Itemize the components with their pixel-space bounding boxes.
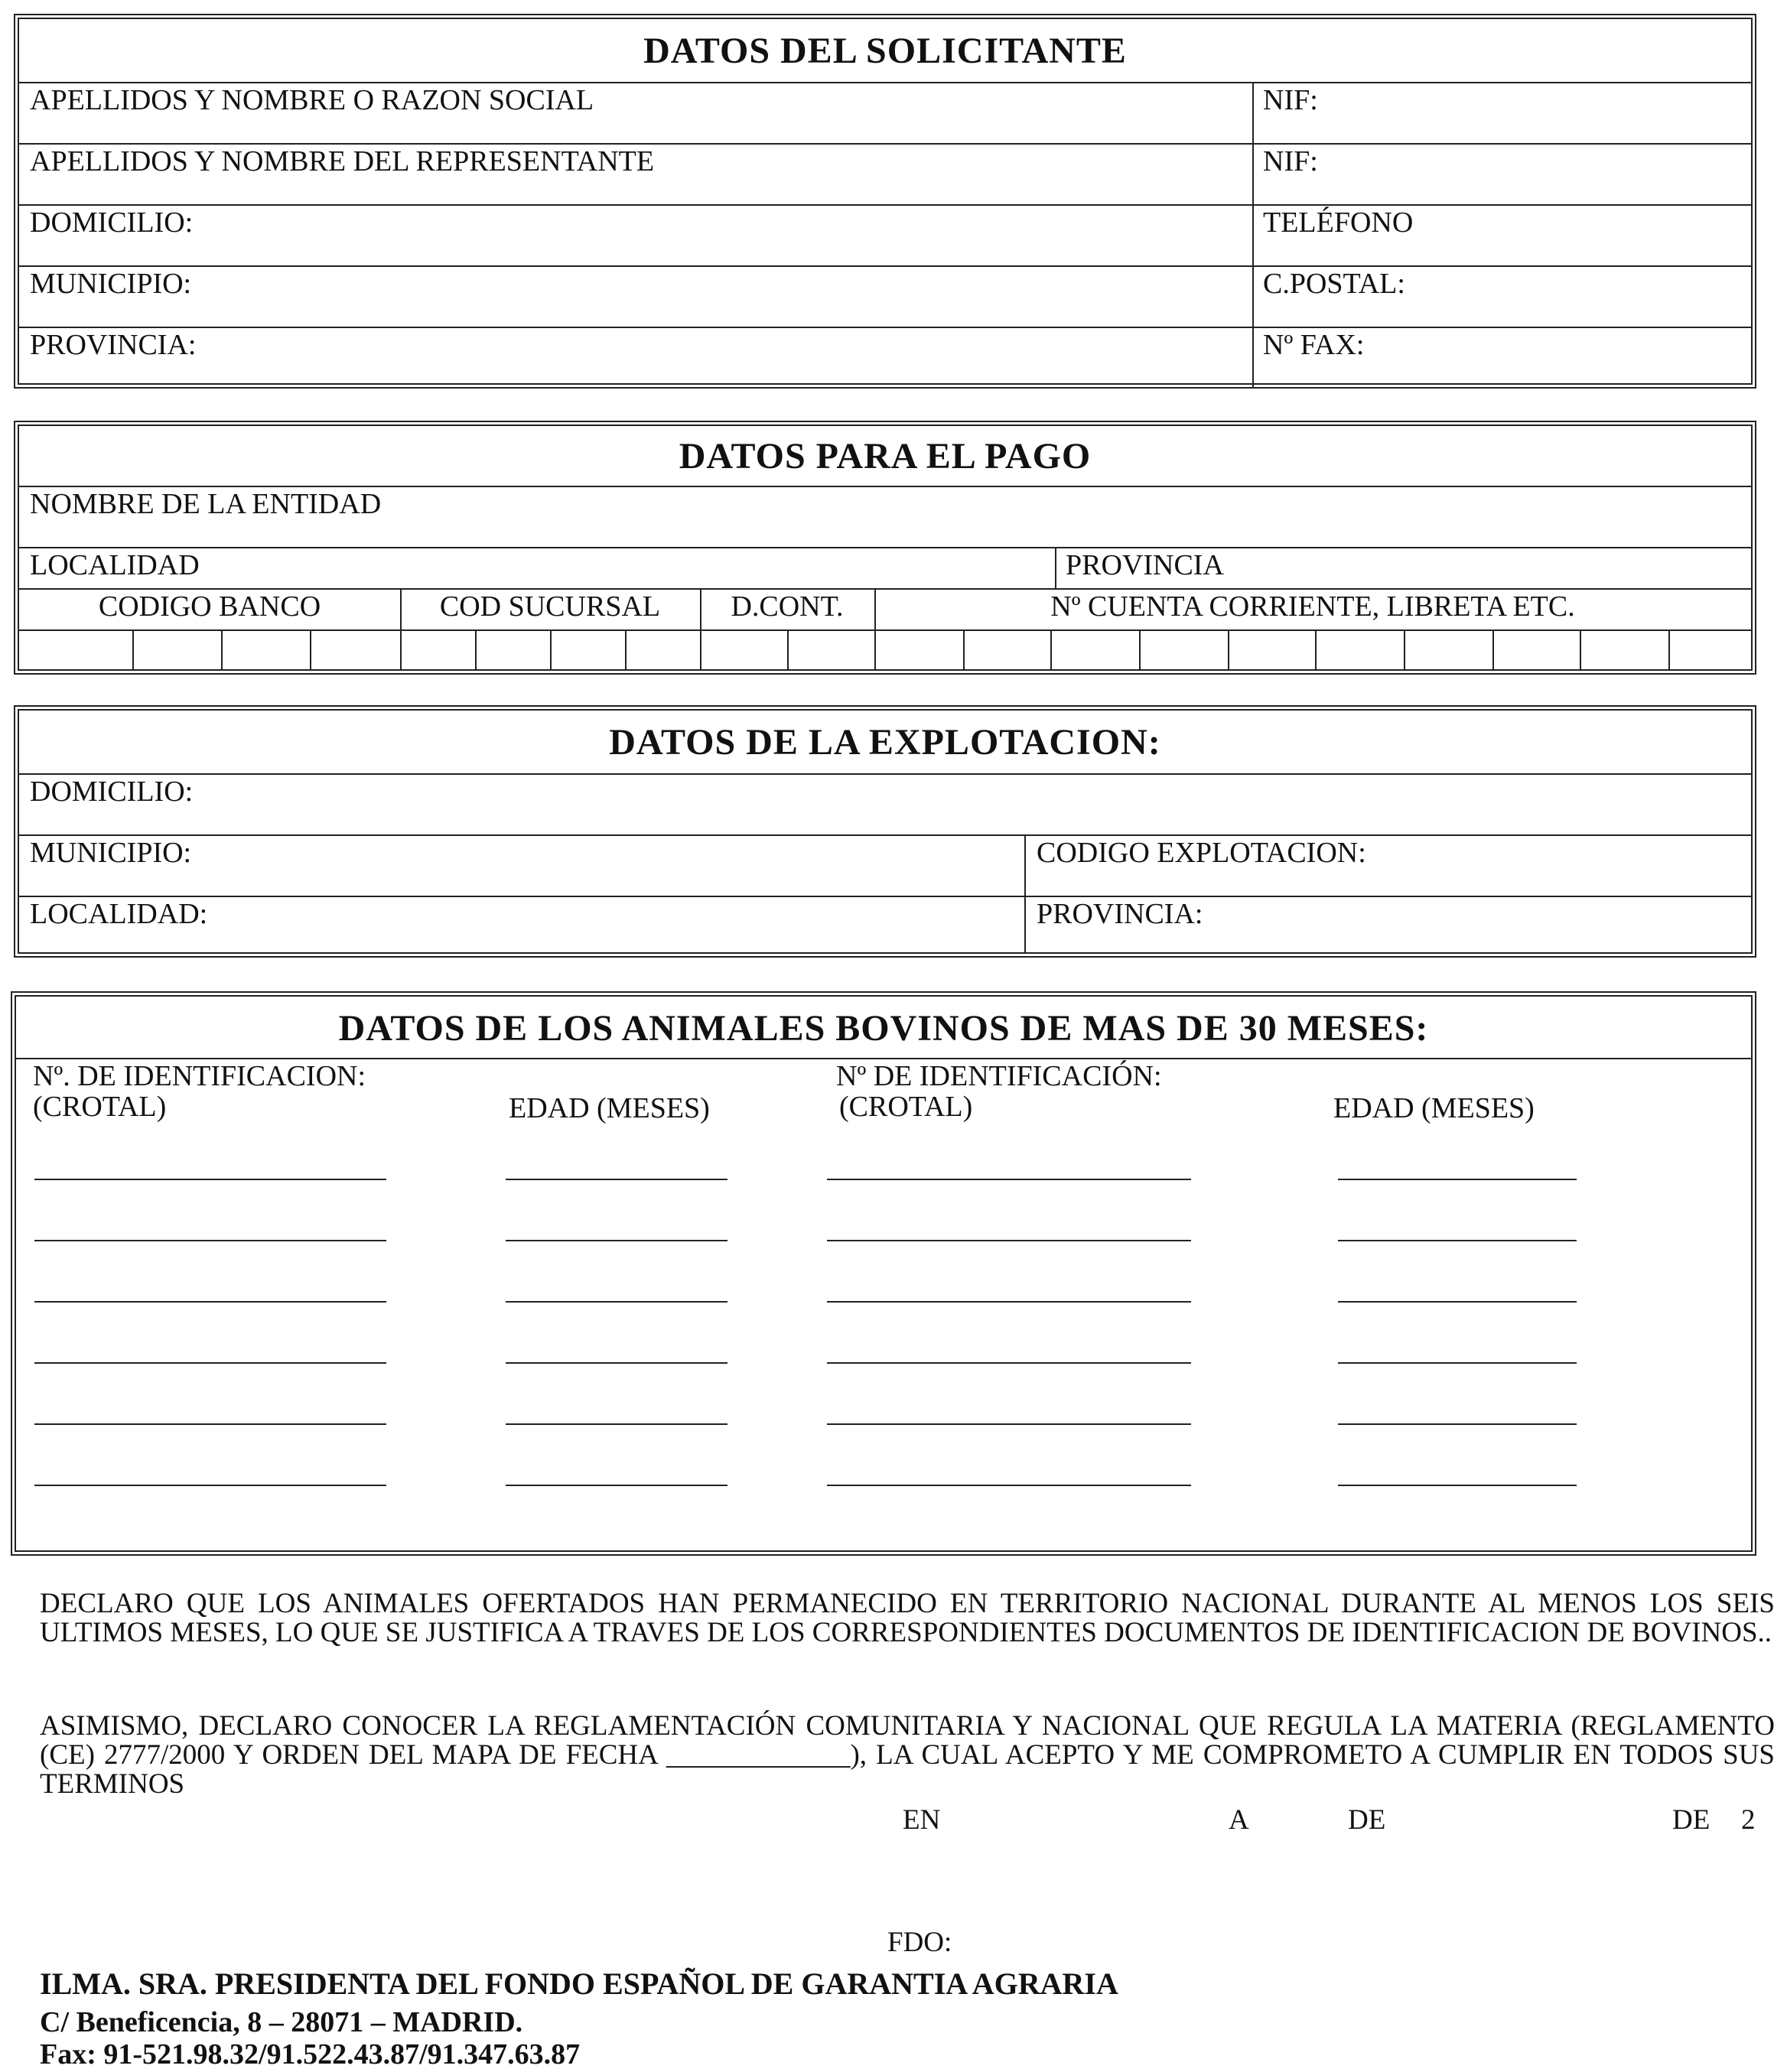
- cuenta-label: Nº CUENTA CORRIENTE, LIBRETA ETC.: [1050, 590, 1575, 623]
- fecha-blank[interactable]: _____________: [666, 1739, 851, 1771]
- anio-value: 2: [1741, 1804, 1756, 1836]
- digit-box[interactable]: [310, 629, 311, 669]
- digit-box[interactable]: [1050, 629, 1052, 669]
- solicitante-title: DATOS DEL SOLICITANTE: [643, 31, 1127, 71]
- representante-field[interactable]: APELLIDOS Y NOMBRE DEL REPRESENTANTE: [30, 145, 655, 177]
- digit-box[interactable]: [1668, 629, 1670, 669]
- digit-box[interactable]: [963, 629, 965, 669]
- divider: [19, 834, 1751, 836]
- digit-box[interactable]: [1139, 629, 1141, 669]
- declaracion-text: ASIMISMO, DECLARO CONOCER LA REGLAMENTACIÓN COMUNITARIA Y NACIONAL QUE REGULA LA MATERIA (REGLAMENTO (CE) 2777/2000 Y ORDEN DEL MAPA DE FECHA: [40, 1710, 1775, 1771]
- d-cont-label: D.CONT.: [731, 590, 844, 623]
- animales-title: DATOS DE LOS ANIMALES BOVINOS DE MAS DE 30 MESES:: [338, 1008, 1429, 1049]
- divider: [19, 327, 1751, 328]
- digit-box[interactable]: [475, 629, 477, 669]
- crotal-blank[interactable]: [827, 1301, 1191, 1303]
- crotal-blank[interactable]: [827, 1362, 1191, 1364]
- column-divider: [1252, 82, 1254, 388]
- crotal-blank[interactable]: [34, 1362, 386, 1364]
- edad-blank[interactable]: [1338, 1301, 1577, 1303]
- declaracion-paragraph-2: [40, 1712, 1775, 1799]
- domicilio-field[interactable]: DOMICILIO:: [30, 207, 194, 239]
- codigo-banco-label: CODIGO BANCO: [98, 590, 321, 623]
- edad-blank[interactable]: [506, 1301, 727, 1303]
- domicilio-field[interactable]: DOMICILIO:: [30, 776, 194, 808]
- animales-section: [11, 991, 1756, 1556]
- divider: [19, 773, 1751, 775]
- identificacion-header-2: Nº DE IDENTIFICACIÓN:: [836, 1060, 1162, 1092]
- digit-box[interactable]: [550, 629, 552, 669]
- divider: [19, 204, 1751, 206]
- declaracion-text: ), LA CUAL ACEPTO Y ME COMPROMETO A CUMPLIR EN TODOS SUS TERMINOS: [40, 1739, 1775, 1800]
- digit-box[interactable]: [1404, 629, 1405, 669]
- edad-blank[interactable]: [506, 1485, 727, 1486]
- codigo-explotacion-field[interactable]: CODIGO EXPLOTACION:: [1037, 837, 1366, 869]
- provincia-field[interactable]: PROVINCIA:: [30, 329, 197, 361]
- crotal-blank[interactable]: [34, 1301, 386, 1303]
- localidad-field[interactable]: LOCALIDAD: [30, 549, 200, 581]
- provincia-field[interactable]: PROVINCIA:: [1037, 898, 1203, 930]
- crotal-blank[interactable]: [827, 1485, 1191, 1486]
- fax-field[interactable]: Nº FAX:: [1263, 329, 1365, 361]
- crotal-blank[interactable]: [827, 1240, 1191, 1241]
- fax-numbers: Fax: 91-521.98.32/91.522.43.87/91.347.63.87: [40, 2038, 581, 2070]
- digit-box[interactable]: [132, 629, 134, 669]
- digit-box[interactable]: [1492, 629, 1494, 669]
- anio-label: DE: [1672, 1804, 1711, 1836]
- edad-blank[interactable]: [1338, 1362, 1577, 1364]
- crotal-blank[interactable]: [34, 1423, 386, 1425]
- firma-label: FDO:: [887, 1927, 952, 1958]
- provincia-field[interactable]: PROVINCIA: [1066, 549, 1224, 581]
- crotal-header-1: (CROTAL): [33, 1091, 167, 1123]
- explotacion-section: [14, 705, 1756, 958]
- telefono-field[interactable]: TELÉFONO: [1263, 207, 1414, 239]
- explotacion-title: DATOS DE LA EXPLOTACION:: [609, 722, 1161, 763]
- pago-section: [14, 421, 1756, 675]
- entidad-field[interactable]: NOMBRE DE LA ENTIDAD: [30, 488, 382, 520]
- digit-box[interactable]: [1580, 629, 1581, 669]
- digit-box[interactable]: [1315, 629, 1317, 669]
- digit-box[interactable]: [625, 629, 627, 669]
- divider: [19, 896, 1751, 897]
- column-divider: [1055, 547, 1056, 588]
- nif-field[interactable]: NIF:: [1263, 84, 1318, 116]
- edad-blank[interactable]: [1338, 1485, 1577, 1486]
- crotal-blank[interactable]: [34, 1485, 386, 1486]
- digit-box[interactable]: [221, 629, 223, 669]
- column-divider: [1024, 834, 1026, 952]
- cod-sucursal-label: COD SUCURSAL: [439, 590, 661, 623]
- nif-representante-field[interactable]: NIF:: [1263, 145, 1318, 177]
- edad-blank[interactable]: [506, 1423, 727, 1425]
- solicitante-section: [14, 14, 1756, 389]
- declaracion-paragraph-1: DECLARO QUE LOS ANIMALES OFERTADOS HAN PERMANECIDO EN TERRITORIO NACIONAL DURANTE AL MENOS LOS SEIS ULTIMOS MESES, LO QUE SE JUSTIFICA A TRAVES DE LOS CORRESPONDIENTES DOCUMENTOS DE IDENTIFICACION DE BOVINOS..: [40, 1588, 1775, 1648]
- crotal-header-2: (CROTAL): [839, 1091, 973, 1123]
- municipio-field[interactable]: MUNICIPIO:: [30, 268, 192, 300]
- crotal-blank[interactable]: [827, 1423, 1191, 1425]
- edad-blank[interactable]: [1338, 1179, 1577, 1180]
- edad-blank[interactable]: [506, 1240, 727, 1241]
- divider: [19, 547, 1751, 548]
- edad-blank[interactable]: [506, 1179, 727, 1180]
- edad-header-1: EDAD (MESES): [509, 1092, 710, 1124]
- municipio-field[interactable]: MUNICIPIO:: [30, 837, 192, 869]
- mes-label: DE: [1348, 1804, 1386, 1836]
- edad-blank[interactable]: [1338, 1423, 1577, 1425]
- edad-header-2: EDAD (MESES): [1333, 1092, 1535, 1124]
- crotal-blank[interactable]: [34, 1179, 386, 1180]
- divider: [19, 629, 1751, 631]
- identificacion-header-1: Nº. DE IDENTIFICACION:: [33, 1060, 366, 1092]
- codigo-postal-field[interactable]: C.POSTAL:: [1263, 268, 1405, 300]
- edad-blank[interactable]: [1338, 1240, 1577, 1241]
- direccion: C/ Beneficencia, 8 – 28071 – MADRID.: [40, 2006, 523, 2038]
- edad-blank[interactable]: [506, 1362, 727, 1364]
- lugar-label: EN: [903, 1804, 941, 1836]
- pago-title: DATOS PARA EL PAGO: [679, 436, 1092, 477]
- razon-social-field[interactable]: APELLIDOS Y NOMBRE O RAZON SOCIAL: [30, 84, 594, 116]
- destinatario: ILMA. SRA. PRESIDENTA DEL FONDO ESPAÑOL DE GARANTIA AGRARIA: [40, 1966, 1118, 2001]
- dia-label: A: [1229, 1804, 1249, 1836]
- crotal-blank[interactable]: [34, 1240, 386, 1241]
- localidad-field[interactable]: LOCALIDAD:: [30, 898, 208, 930]
- digit-box[interactable]: [1228, 629, 1229, 669]
- crotal-blank[interactable]: [827, 1179, 1191, 1180]
- digit-box[interactable]: [787, 629, 789, 669]
- divider: [19, 265, 1751, 267]
